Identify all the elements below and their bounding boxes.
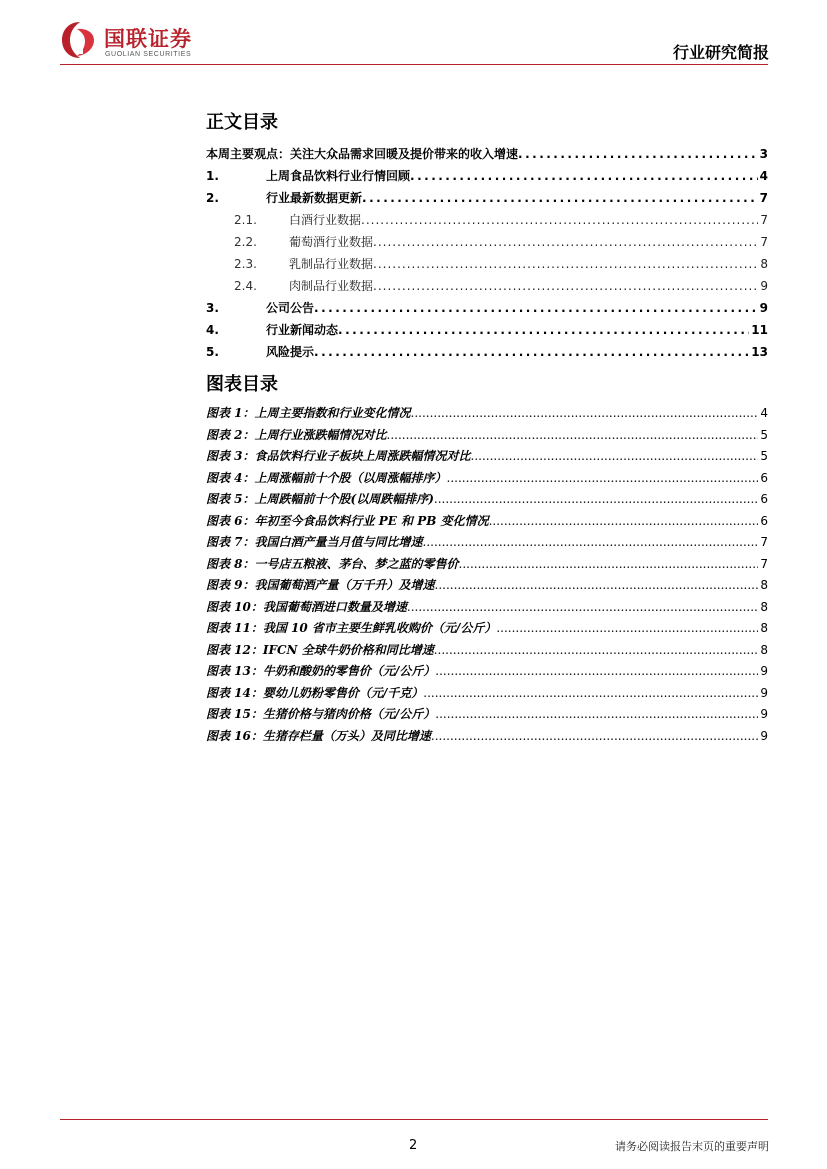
logo-english-text: GUOLIAN SECURITIES — [105, 51, 192, 58]
toc-page: 9 — [759, 301, 768, 315]
figure-label: 图表 10：我国葡萄酒进口数量及增速 — [206, 599, 407, 614]
toc-label: 上周食品饮料行业行情回顾 — [266, 169, 411, 183]
toc-entry[interactable] — [206, 275, 768, 293]
footer-disclaimer: 请务必阅读报告末页的重要声明 — [615, 1140, 769, 1153]
toc-label: 白酒行业数据 — [289, 213, 362, 227]
figure-label: 图表 2：上周行业涨跌幅情况对比 — [206, 427, 387, 442]
toc-label: 肉制品行业数据 — [289, 279, 374, 293]
toc-label: 本周主要观点：关注大众品需求回暖及提价带来的收入增速 — [206, 147, 519, 161]
figure-entry[interactable] — [206, 703, 768, 721]
toc-page: 3 — [759, 147, 768, 161]
figure-entry[interactable] — [206, 510, 768, 528]
figure-entry[interactable] — [206, 467, 768, 485]
company-logo — [60, 18, 220, 62]
figure-page: 8 — [760, 599, 768, 614]
toc-number: 3. — [206, 301, 219, 315]
figure-label: 图表 3：食品饮料行业子板块上周涨跌幅情况对比 — [206, 449, 471, 463]
toc-label: 行业新闻动态 — [266, 323, 339, 337]
figure-label: 图表 8：一号店五粮液、茅台、梦之蓝的零售价 — [206, 556, 459, 571]
figure-page: 9 — [760, 664, 768, 678]
figure-page: 9 — [760, 685, 768, 700]
figure-page: 6 — [760, 492, 768, 506]
figure-page: 9 — [760, 707, 768, 721]
toc-entry[interactable] — [206, 165, 768, 183]
figure-entry[interactable] — [206, 488, 768, 506]
toc-number: 2.2. — [234, 235, 257, 249]
figure-page: 7 — [760, 535, 768, 549]
figure-page: 4 — [760, 406, 768, 420]
page-header — [0, 0, 827, 66]
logo-chinese-text: 国联证券 — [104, 27, 192, 51]
toc-number: 4. — [206, 323, 219, 337]
toc-entry[interactable] — [206, 209, 768, 227]
toc-number: 2.1. — [234, 213, 257, 227]
figure-page: 6 — [760, 513, 768, 528]
toc-page: 4 — [759, 169, 768, 183]
figure-label: 图表 13：牛奶和酸奶的零售价（元/公斤） — [206, 664, 436, 678]
toc-label: 公司公告 — [266, 301, 315, 315]
toc-entry[interactable] — [206, 319, 768, 337]
toc-label: 风险提示 — [266, 345, 315, 359]
toc-page: 8 — [760, 257, 768, 271]
header-divider — [60, 64, 768, 65]
figure-page: 5 — [760, 449, 768, 463]
toc-number: 2.3. — [234, 257, 257, 271]
figure-label: 图表 7：我国白酒产量当月值与同比增速 — [206, 535, 423, 549]
toc-entry[interactable] — [206, 143, 768, 161]
toc-page: 11 — [751, 323, 768, 337]
figure-entry[interactable] — [206, 596, 768, 614]
figure-label: 图表 16：生猪存栏量（万头）及同比增速 — [206, 728, 431, 743]
figure-label: 图表 9：我国葡萄酒产量（万千升）及增速 — [206, 578, 435, 592]
toc-label: 乳制品行业数据 — [289, 257, 374, 271]
toc-entry[interactable] — [206, 297, 768, 315]
figure-label: 图表 4：上周涨幅前十个股（以周涨幅排序） — [206, 470, 447, 485]
figure-entry[interactable] — [206, 660, 768, 678]
figure-page: 8 — [760, 621, 768, 635]
footer-divider — [60, 1119, 768, 1120]
figure-label: 图表 6：年初至今食品饮料行业 PE 和 PB 变化情况 — [206, 513, 489, 528]
toc-page: 9 — [760, 279, 768, 293]
toc-number: 1. — [206, 169, 219, 183]
figure-entry[interactable] — [206, 445, 768, 463]
guolian-logo-icon — [60, 20, 100, 60]
figure-page: 9 — [760, 728, 768, 743]
toc-page: 7 — [760, 235, 768, 249]
toc-title: 正文目录 — [206, 112, 278, 133]
figure-entry[interactable] — [206, 639, 768, 657]
figure-label: 图表 14：婴幼儿奶粉零售价（元/千克） — [206, 685, 424, 700]
figure-label: 图表 11：我国 10 省市主要生鲜乳收购价（元/公斤） — [206, 621, 497, 635]
figure-entry[interactable] — [206, 682, 768, 700]
figure-label: 图表 15：生猪价格与猪肉价格（元/公斤） — [206, 707, 436, 721]
toc-number: 2. — [206, 191, 219, 205]
figures-title: 图表目录 — [206, 374, 278, 395]
toc-label: 行业最新数据更新 — [266, 191, 363, 205]
toc-page: 7 — [759, 191, 768, 205]
figure-page: 8 — [760, 578, 768, 592]
figure-entry[interactable] — [206, 553, 768, 571]
figure-page: 8 — [760, 642, 768, 657]
figure-label: 图表 1：上周主要指数和行业变化情况 — [206, 406, 411, 420]
toc-entry[interactable] — [206, 187, 768, 205]
figure-page: 5 — [760, 427, 768, 442]
toc-entry[interactable] — [206, 231, 768, 249]
figure-label: 图表 5：上周跌幅前十个股(以周跌幅排序) — [206, 492, 434, 506]
toc-entry[interactable] — [206, 341, 768, 359]
figure-entry[interactable] — [206, 424, 768, 442]
figure-entry[interactable] — [206, 574, 768, 592]
toc-page: 13 — [751, 345, 768, 359]
toc-number: 5. — [206, 345, 219, 359]
toc-page: 7 — [760, 213, 768, 227]
figure-page: 6 — [760, 470, 768, 485]
figure-entry[interactable] — [206, 617, 768, 635]
figure-entry[interactable] — [206, 402, 768, 420]
figure-entry[interactable] — [206, 531, 768, 549]
toc-entry[interactable] — [206, 253, 768, 271]
toc-number: 2.4. — [234, 279, 257, 293]
toc-label: 葡萄酒行业数据 — [289, 235, 374, 249]
page-number: 2 — [409, 1138, 418, 1153]
figure-page: 7 — [760, 556, 768, 571]
figure-label: 图表 12：IFCN 全球牛奶价格和同比增速 — [206, 642, 434, 657]
figure-entry[interactable] — [206, 725, 768, 743]
report-type: 行业研究简报 — [672, 43, 769, 62]
